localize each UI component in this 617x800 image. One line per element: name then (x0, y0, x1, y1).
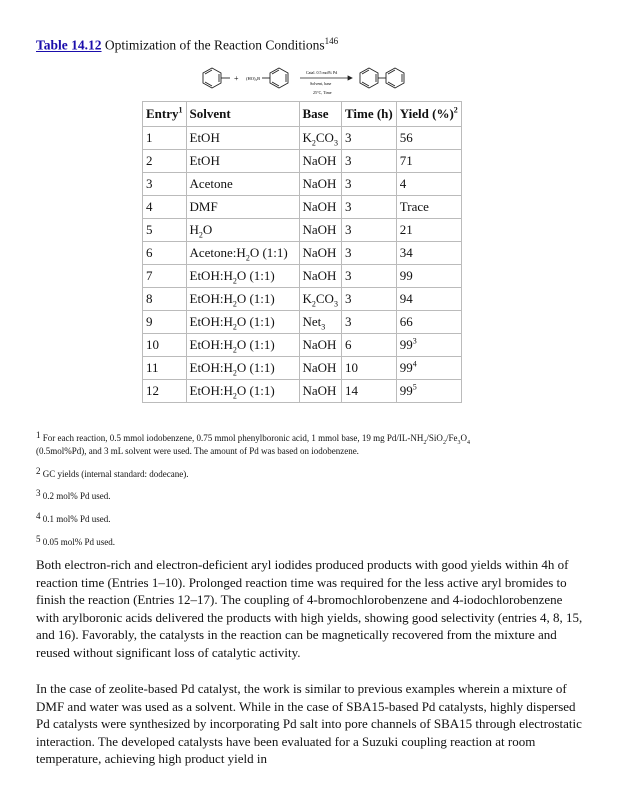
header-yield: Yield (%)$^2$ (396, 102, 461, 127)
table-row (143, 242, 462, 265)
cell-solvent: $Acetone:H_2O$ (1:1) (186, 242, 299, 265)
cell-time: 3 (341, 265, 396, 288)
cell-yield: 4 (396, 173, 461, 196)
table-link[interactable]: Table 14.12 (36, 37, 102, 53)
cell-yield: 99 (396, 265, 461, 288)
cell-entry: 7 (143, 265, 187, 288)
cell-yield: Trace (396, 196, 461, 219)
header-solvent: Solvent (186, 102, 299, 127)
cell-entry: 1 (143, 127, 187, 150)
cell-time: 10 (341, 357, 396, 380)
cell-solvent: EtOH (186, 150, 299, 173)
cell-solvent: $EtOH:H_2O$ (1:1) (186, 265, 299, 288)
cell-time: 3 (341, 127, 396, 150)
cell-yield: 71 (396, 150, 461, 173)
cell-yield: 21 (396, 219, 461, 242)
cell-solvent: $EtOH:H_2O$ (1:1) (186, 380, 299, 403)
cell-entry: 9 (143, 311, 187, 334)
cell-solvent: $EtOH:H_2O$ (1:1) (186, 357, 299, 380)
cell-entry: 12 (143, 380, 187, 403)
cell-solvent: EtOH (186, 127, 299, 150)
cell-solvent: $EtOH:H_2O$ (1:1) (186, 288, 299, 311)
header-base: Base (299, 102, 341, 127)
footnote-4: 4 0.1 mol% Pd used. (36, 511, 111, 524)
table-caption (36, 36, 338, 54)
cell-base: NaOH (299, 357, 341, 380)
cell-time: 3 (341, 311, 396, 334)
phenylboronic-ring-icon (262, 68, 288, 88)
header-time: Time (h) (341, 102, 396, 127)
cell-solvent: $EtOH:H_2O$ (1:1) (186, 311, 299, 334)
table-row (143, 380, 462, 403)
cell-entry: 2 (143, 150, 187, 173)
scheme-plus: + (234, 74, 239, 83)
cell-entry: 3 (143, 173, 187, 196)
scheme-condition-1: Catal. 0.5 mol% Pd (306, 70, 338, 75)
header-entry: Entry$^1$ (143, 102, 187, 127)
benzene-ring-icon (203, 68, 230, 88)
table-title: Optimization of the Reaction Conditions (101, 37, 325, 53)
table-row (143, 334, 462, 357)
reaction-scheme (196, 62, 428, 98)
cell-base: NaOH (299, 196, 341, 219)
cell-base: $K_2CO_3$ (299, 127, 341, 150)
reference-mark[interactable]: 146 (324, 36, 339, 46)
cell-entry: 11 (143, 357, 187, 380)
cell-yield: $99^5$ (396, 380, 461, 403)
table-row (143, 173, 462, 196)
cell-yield: 66 (396, 311, 461, 334)
cell-base: Net$_3$ (299, 311, 341, 334)
footnote-2: 2 GC yields (internal standard: dodecane). (36, 466, 189, 479)
cell-entry: 10 (143, 334, 187, 357)
scheme-condition-2: Solvent, base (310, 81, 332, 86)
reaction-arrow-icon (300, 76, 352, 80)
cell-base: NaOH (299, 334, 341, 357)
cell-solvent: $EtOH:H_2O$ (1:1) (186, 334, 299, 357)
cell-time: 3 (341, 150, 396, 173)
footnote-3: 3 0.2 mol% Pd used. (36, 488, 111, 501)
table-row (143, 265, 462, 288)
table-row (143, 288, 462, 311)
cell-base: NaOH (299, 150, 341, 173)
scheme-condition-3: 25°C, Time (313, 90, 332, 95)
cell-base: NaOH (299, 380, 341, 403)
cell-base: $K_2CO_3$ (299, 288, 341, 311)
table-row (143, 196, 462, 219)
cell-base: NaOH (299, 242, 341, 265)
cell-base: NaOH (299, 219, 341, 242)
scheme-reagent: (HO)₂B (246, 76, 261, 81)
cell-time: 3 (341, 242, 396, 265)
footnote-1: 1 For each reaction, 0.5 mmol iodobenzene, 0.75 mmol phenylboronic acid, 1 mmol base, 19 mg $Pd/IL-NH_2/SiO_2/Fe_3O_4$ (36, 430, 470, 446)
cell-entry: 5 (143, 219, 187, 242)
cell-time: 3 (341, 196, 396, 219)
cell-solvent: $H_2O$ (186, 219, 299, 242)
footnote-5: 5 0.05 mol% Pd used. (36, 534, 116, 547)
cell-base: NaOH (299, 265, 341, 288)
cell-base: NaOH (299, 173, 341, 196)
cell-yield: $99^3$ (396, 334, 461, 357)
cell-time: 3 (341, 288, 396, 311)
table-row (143, 311, 462, 334)
cell-solvent: Acetone (186, 173, 299, 196)
cell-time: 14 (341, 380, 396, 403)
table-row (143, 357, 462, 380)
table-header-row (143, 102, 462, 127)
cell-time: 6 (341, 334, 396, 357)
cell-time: 3 (341, 219, 396, 242)
cell-yield: $99^4$ (396, 357, 461, 380)
table-row (143, 219, 462, 242)
body-paragraph-1: Both electron-rich and electron-deficient aryl iodides produced products with good yields within 4h of reaction time (Entries 1–10). Prolonged reaction time was required for the less active aryl bromides to finish the reaction (Entries 12–17). The coupling of 4-bromochlorobenzene and 4-iodochlorobenzene with arylboronic acids delivered the products with high yields, showing good selectivity (entries 4, 8, 15, and 16). Favorably, the catalysts in the reaction can be magnetically recovered from the mixture and reused without significant loss of catalytic activity. (36, 557, 583, 660)
biphenyl-icon (360, 68, 404, 88)
body-paragraph-2: In the case of zeolite-based Pd catalyst, the work is similar to previous examples wherein a mixture of DMF and water was used as a solvent. While in the case of SBA15-based Pd catalysts, highly dispersed Pd catalysts were synthesized by incorporating Pd salt into pore channels of SBA15 through electrostatic interaction. The developed catalysts have been evaluated for a Suzuki coupling reaction at room temperature, achieving high product yield in (36, 681, 582, 766)
cell-yield: 34 (396, 242, 461, 265)
cell-time: 3 (341, 173, 396, 196)
cell-entry: 8 (143, 288, 187, 311)
footnote-1-cont: (0.5mol%Pd), and 3 mL solvent were used. The amount of Pd was based on iodobenzene. (36, 446, 359, 456)
cell-entry: 6 (143, 242, 187, 265)
cell-entry: 4 (143, 196, 187, 219)
cell-yield: 56 (396, 127, 461, 150)
cell-solvent: DMF (186, 196, 299, 219)
cell-yield: 94 (396, 288, 461, 311)
results-table (142, 101, 462, 403)
table-row (143, 150, 462, 173)
table-row (143, 127, 462, 150)
